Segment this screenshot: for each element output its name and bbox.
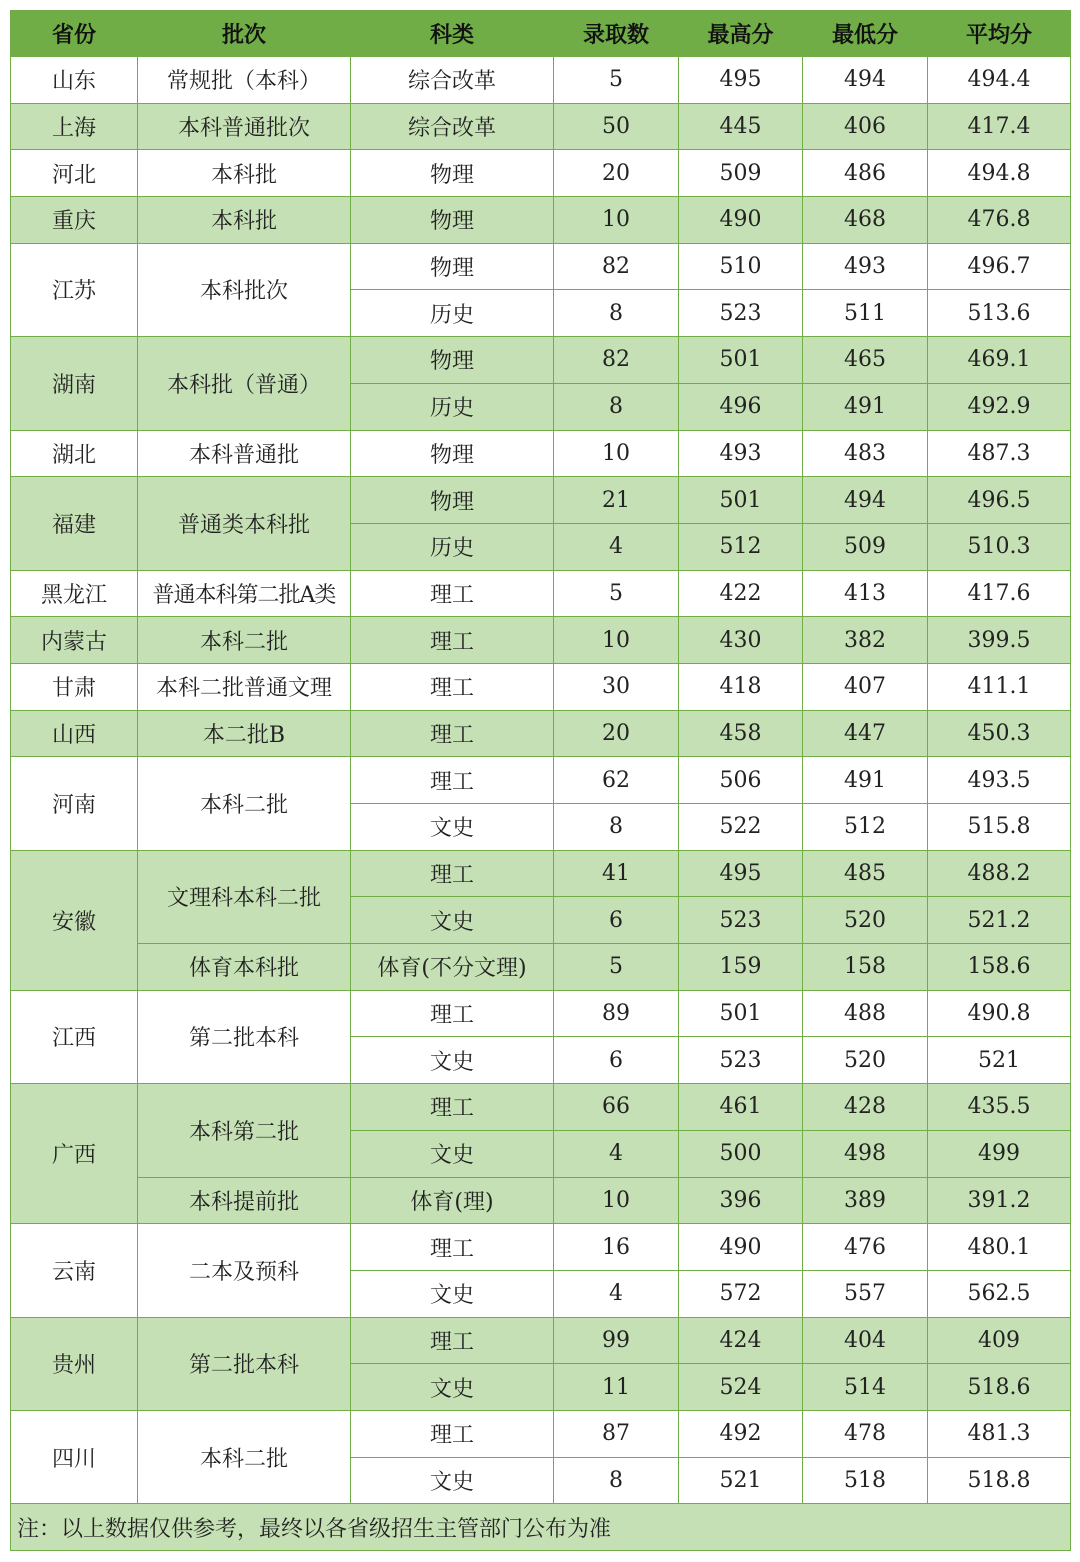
- subject-cell: 理工: [351, 710, 554, 757]
- avg-score-cell: 562.5: [928, 1270, 1071, 1317]
- count-cell: 62: [554, 757, 679, 804]
- count-cell: 20: [554, 150, 679, 197]
- min-score-cell: 158: [803, 944, 928, 991]
- max-score-cell: 418: [679, 663, 803, 710]
- table-row: [11, 663, 1071, 710]
- min-score-cell: 483: [803, 430, 928, 477]
- subject-cell: 物理: [351, 243, 554, 290]
- min-score-cell: 557: [803, 1270, 928, 1317]
- avg-score-cell: 469.1: [928, 337, 1071, 384]
- batch-cell: 本科二批: [138, 1410, 351, 1503]
- province-cell: 重庆: [11, 197, 138, 244]
- batch-cell: 本科提前批: [138, 1177, 351, 1224]
- min-score-cell: 413: [803, 570, 928, 617]
- count-cell: 8: [554, 383, 679, 430]
- min-score-cell: 389: [803, 1177, 928, 1224]
- subject-cell: 文史: [351, 897, 554, 944]
- avg-score-cell: 492.9: [928, 383, 1071, 430]
- count-cell: 16: [554, 1224, 679, 1271]
- count-cell: 20: [554, 710, 679, 757]
- avg-score-cell: 499: [928, 1130, 1071, 1177]
- table-row: [11, 757, 1071, 804]
- subject-cell: 理工: [351, 570, 554, 617]
- max-score-cell: 522: [679, 804, 803, 851]
- count-cell: 8: [554, 1457, 679, 1504]
- subject-cell: 文史: [351, 1457, 554, 1504]
- avg-score-cell: 481.3: [928, 1410, 1071, 1457]
- table-row: [11, 1317, 1071, 1364]
- max-score-cell: 396: [679, 1177, 803, 1224]
- province-cell: 江西: [11, 990, 138, 1083]
- province-cell: 河南: [11, 757, 138, 850]
- subject-cell: 文史: [351, 1270, 554, 1317]
- admission-scores-table: [10, 10, 1071, 1551]
- avg-score-cell: 399.5: [928, 617, 1071, 664]
- max-score-cell: 524: [679, 1364, 803, 1411]
- min-score-cell: 498: [803, 1130, 928, 1177]
- min-score-cell: 511: [803, 290, 928, 337]
- count-cell: 82: [554, 243, 679, 290]
- min-score-cell: 476: [803, 1224, 928, 1271]
- province-cell: 湖北: [11, 430, 138, 477]
- avg-score-cell: 496.7: [928, 243, 1071, 290]
- count-cell: 41: [554, 850, 679, 897]
- subject-cell: 物理: [351, 477, 554, 524]
- batch-cell: 本科批: [138, 197, 351, 244]
- max-score-cell: 523: [679, 897, 803, 944]
- batch-cell: 本科二批普通文理: [138, 663, 351, 710]
- subject-cell: 历史: [351, 290, 554, 337]
- subject-cell: 物理: [351, 337, 554, 384]
- min-score-cell: 514: [803, 1364, 928, 1411]
- table-row: [11, 617, 1071, 664]
- province-cell: 上海: [11, 103, 138, 150]
- min-score-cell: 512: [803, 804, 928, 851]
- max-score-cell: 458: [679, 710, 803, 757]
- subject-cell: 综合改革: [351, 57, 554, 104]
- count-cell: 4: [554, 1270, 679, 1317]
- subject-cell: 历史: [351, 523, 554, 570]
- max-score-cell: 461: [679, 1084, 803, 1131]
- count-cell: 5: [554, 57, 679, 104]
- subject-cell: 体育(不分文理): [351, 944, 554, 991]
- max-score-cell: 523: [679, 290, 803, 337]
- count-cell: 66: [554, 1084, 679, 1131]
- avg-score-cell: 417.6: [928, 570, 1071, 617]
- min-score-cell: 447: [803, 710, 928, 757]
- subject-cell: 历史: [351, 383, 554, 430]
- count-cell: 82: [554, 337, 679, 384]
- count-cell: 10: [554, 1177, 679, 1224]
- avg-score-cell: 490.8: [928, 990, 1071, 1037]
- count-cell: 5: [554, 944, 679, 991]
- province-cell: 甘肃: [11, 663, 138, 710]
- province-cell: 贵州: [11, 1317, 138, 1410]
- subject-cell: 理工: [351, 990, 554, 1037]
- count-cell: 11: [554, 1364, 679, 1411]
- province-cell: 广西: [11, 1084, 138, 1224]
- province-cell: 云南: [11, 1224, 138, 1317]
- max-score-cell: 572: [679, 1270, 803, 1317]
- count-cell: 10: [554, 617, 679, 664]
- subject-cell: 物理: [351, 150, 554, 197]
- province-cell: 江苏: [11, 243, 138, 336]
- table-row: [11, 850, 1071, 897]
- count-cell: 50: [554, 103, 679, 150]
- table-row: [11, 430, 1071, 477]
- count-cell: 21: [554, 477, 679, 524]
- max-score-cell: 501: [679, 990, 803, 1037]
- batch-cell: 第二批本科: [138, 990, 351, 1083]
- subject-cell: 理工: [351, 617, 554, 664]
- min-score-cell: 520: [803, 897, 928, 944]
- batch-cell: 二本及预科: [138, 1224, 351, 1317]
- batch-cell: 常规批（本科）: [138, 57, 351, 104]
- table-row: [11, 1410, 1071, 1457]
- count-cell: 99: [554, 1317, 679, 1364]
- province-cell: 四川: [11, 1410, 138, 1503]
- min-score-cell: 518: [803, 1457, 928, 1504]
- batch-cell: 普通本科第二批A类: [138, 570, 351, 617]
- table-row: [11, 477, 1071, 524]
- max-score-cell: 509: [679, 150, 803, 197]
- max-score-cell: 445: [679, 103, 803, 150]
- batch-cell: 本科普通批: [138, 430, 351, 477]
- min-score-cell: 468: [803, 197, 928, 244]
- header-min-score: 最低分: [803, 11, 928, 57]
- province-cell: 黑龙江: [11, 570, 138, 617]
- batch-cell: 本科二批: [138, 617, 351, 664]
- max-score-cell: 496: [679, 383, 803, 430]
- batch-cell: 本科第二批: [138, 1084, 351, 1177]
- avg-score-cell: 411.1: [928, 663, 1071, 710]
- max-score-cell: 430: [679, 617, 803, 664]
- header-avg-score: 平均分: [928, 11, 1071, 57]
- batch-cell: 本科批: [138, 150, 351, 197]
- footnote: 注：以上数据仅供参考，最终以各省级招生主管部门公布为准: [11, 1504, 1071, 1551]
- batch-cell: 本科普通批次: [138, 103, 351, 150]
- table-row: [11, 1224, 1071, 1271]
- min-score-cell: 509: [803, 523, 928, 570]
- subject-cell: 理工: [351, 1317, 554, 1364]
- min-score-cell: 494: [803, 57, 928, 104]
- table-row: [11, 103, 1071, 150]
- max-score-cell: 501: [679, 477, 803, 524]
- table-row: [11, 570, 1071, 617]
- batch-cell: 普通类本科批: [138, 477, 351, 570]
- province-cell: 福建: [11, 477, 138, 570]
- subject-cell: 文史: [351, 804, 554, 851]
- max-score-cell: 521: [679, 1457, 803, 1504]
- header-max-score: 最高分: [679, 11, 803, 57]
- subject-cell: 理工: [351, 1084, 554, 1131]
- subject-cell: 文史: [351, 1130, 554, 1177]
- table-row: [11, 1084, 1071, 1131]
- avg-score-cell: 476.8: [928, 197, 1071, 244]
- avg-score-cell: 494.8: [928, 150, 1071, 197]
- avg-score-cell: 488.2: [928, 850, 1071, 897]
- subject-cell: 理工: [351, 1410, 554, 1457]
- header-province: 省份: [11, 11, 138, 57]
- province-cell: 河北: [11, 150, 138, 197]
- max-score-cell: 501: [679, 337, 803, 384]
- max-score-cell: 523: [679, 1037, 803, 1084]
- header-batch: 批次: [138, 11, 351, 57]
- count-cell: 10: [554, 197, 679, 244]
- count-cell: 87: [554, 1410, 679, 1457]
- batch-cell: 第二批本科: [138, 1317, 351, 1410]
- subject-cell: 体育(理): [351, 1177, 554, 1224]
- min-score-cell: 491: [803, 383, 928, 430]
- max-score-cell: 490: [679, 1224, 803, 1271]
- subject-cell: 理工: [351, 663, 554, 710]
- province-cell: 湖南: [11, 337, 138, 430]
- note-row: [11, 1504, 1071, 1551]
- province-cell: 山东: [11, 57, 138, 104]
- batch-cell: 本科二批: [138, 757, 351, 850]
- subject-cell: 物理: [351, 430, 554, 477]
- header-row: [11, 11, 1071, 57]
- count-cell: 6: [554, 897, 679, 944]
- avg-score-cell: 480.1: [928, 1224, 1071, 1271]
- max-score-cell: 495: [679, 850, 803, 897]
- avg-score-cell: 521.2: [928, 897, 1071, 944]
- batch-cell: 本二批B: [138, 710, 351, 757]
- table-row: [11, 57, 1071, 104]
- avg-score-cell: 158.6: [928, 944, 1071, 991]
- min-score-cell: 493: [803, 243, 928, 290]
- avg-score-cell: 493.5: [928, 757, 1071, 804]
- min-score-cell: 488: [803, 990, 928, 1037]
- max-score-cell: 492: [679, 1410, 803, 1457]
- table-row: [11, 197, 1071, 244]
- min-score-cell: 382: [803, 617, 928, 664]
- subject-cell: 综合改革: [351, 103, 554, 150]
- subject-cell: 理工: [351, 1224, 554, 1271]
- max-score-cell: 424: [679, 1317, 803, 1364]
- avg-score-cell: 513.6: [928, 290, 1071, 337]
- count-cell: 4: [554, 523, 679, 570]
- province-cell: 内蒙古: [11, 617, 138, 664]
- avg-score-cell: 510.3: [928, 523, 1071, 570]
- batch-cell: 本科批次: [138, 243, 351, 336]
- max-score-cell: 159: [679, 944, 803, 991]
- max-score-cell: 510: [679, 243, 803, 290]
- subject-cell: 文史: [351, 1037, 554, 1084]
- max-score-cell: 422: [679, 570, 803, 617]
- count-cell: 5: [554, 570, 679, 617]
- max-score-cell: 506: [679, 757, 803, 804]
- table-row: [11, 243, 1071, 290]
- avg-score-cell: 496.5: [928, 477, 1071, 524]
- table-row: [11, 150, 1071, 197]
- province-cell: 安徽: [11, 850, 138, 990]
- subject-cell: 物理: [351, 197, 554, 244]
- table-row: [11, 1177, 1071, 1224]
- batch-cell: 本科批（普通）: [138, 337, 351, 430]
- min-score-cell: 465: [803, 337, 928, 384]
- avg-score-cell: 417.4: [928, 103, 1071, 150]
- subject-cell: 理工: [351, 850, 554, 897]
- min-score-cell: 486: [803, 150, 928, 197]
- count-cell: 8: [554, 804, 679, 851]
- max-score-cell: 500: [679, 1130, 803, 1177]
- avg-score-cell: 435.5: [928, 1084, 1071, 1131]
- max-score-cell: 490: [679, 197, 803, 244]
- avg-score-cell: 450.3: [928, 710, 1071, 757]
- province-cell: 山西: [11, 710, 138, 757]
- min-score-cell: 428: [803, 1084, 928, 1131]
- min-score-cell: 404: [803, 1317, 928, 1364]
- avg-score-cell: 391.2: [928, 1177, 1071, 1224]
- min-score-cell: 520: [803, 1037, 928, 1084]
- avg-score-cell: 409: [928, 1317, 1071, 1364]
- max-score-cell: 493: [679, 430, 803, 477]
- min-score-cell: 491: [803, 757, 928, 804]
- header-subject: 科类: [351, 11, 554, 57]
- count-cell: 30: [554, 663, 679, 710]
- table-row: [11, 944, 1071, 991]
- max-score-cell: 512: [679, 523, 803, 570]
- max-score-cell: 495: [679, 57, 803, 104]
- min-score-cell: 494: [803, 477, 928, 524]
- table-row: [11, 710, 1071, 757]
- avg-score-cell: 518.6: [928, 1364, 1071, 1411]
- avg-score-cell: 521: [928, 1037, 1071, 1084]
- avg-score-cell: 494.4: [928, 57, 1071, 104]
- table-row: [11, 337, 1071, 384]
- batch-cell: 体育本科批: [138, 944, 351, 991]
- count-cell: 10: [554, 430, 679, 477]
- subject-cell: 文史: [351, 1364, 554, 1411]
- avg-score-cell: 518.8: [928, 1457, 1071, 1504]
- header-count: 录取数: [554, 11, 679, 57]
- avg-score-cell: 487.3: [928, 430, 1071, 477]
- count-cell: 89: [554, 990, 679, 1037]
- avg-score-cell: 515.8: [928, 804, 1071, 851]
- batch-cell: 文理科本科二批: [138, 850, 351, 943]
- table-row: [11, 990, 1071, 1037]
- count-cell: 8: [554, 290, 679, 337]
- min-score-cell: 406: [803, 103, 928, 150]
- count-cell: 4: [554, 1130, 679, 1177]
- subject-cell: 理工: [351, 757, 554, 804]
- count-cell: 6: [554, 1037, 679, 1084]
- min-score-cell: 485: [803, 850, 928, 897]
- min-score-cell: 407: [803, 663, 928, 710]
- min-score-cell: 478: [803, 1410, 928, 1457]
